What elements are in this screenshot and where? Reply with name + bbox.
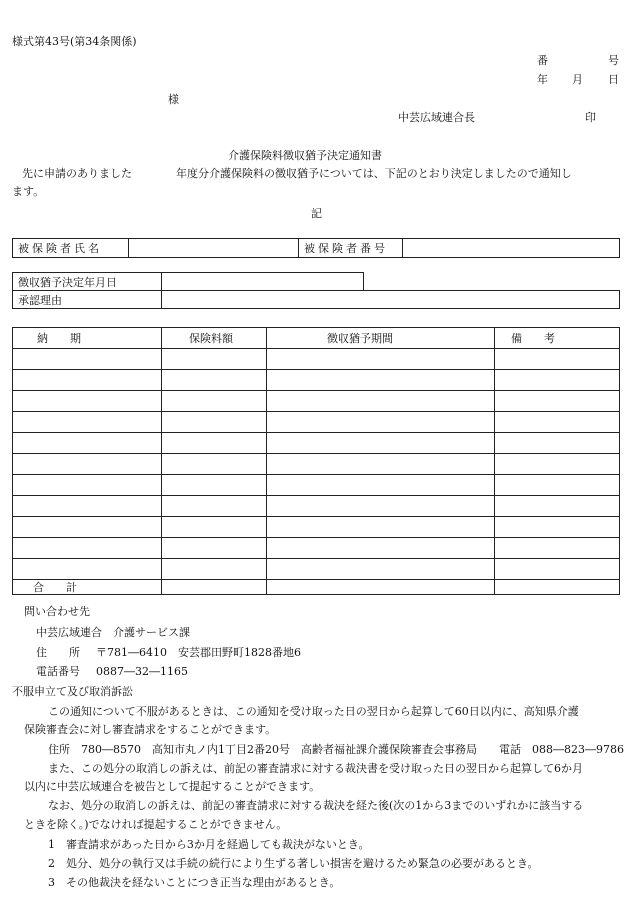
decision-date-label: 徴収猶予決定年月日 — [18, 276, 117, 289]
appeal-p1-line1: この通知について不服があるときは、この通知を受け取った日の翌日から起算して60日以内に、高知県介護 — [48, 705, 579, 718]
approval-reason-field[interactable] — [165, 293, 615, 307]
appeal-heading: 不服申立て及び取消訴訟 — [12, 685, 133, 698]
appeal-p3-line2: 以内に中芸広域連合を被告として提起することができます。 — [24, 780, 321, 793]
appeal-p2: 住所 780―8570 高知市丸ノ内1丁目2番20号 高齢者福祉課介護保険審査会事務局 電話 088―823―9786 — [48, 743, 624, 756]
appeal-p4-line1: なお、処分の取消しの訴えは、前記の審査請求に対する裁決を経た後(次の1から3までのいずれかに該当する — [48, 799, 584, 812]
insured-name-label: 被保険者氏名 — [18, 242, 102, 255]
payment-table — [12, 327, 620, 595]
header-due-date: 納 期 — [37, 332, 81, 345]
insured-number-label: 被保険者番号 — [304, 242, 388, 255]
ki-label: 記 — [311, 207, 322, 220]
table-row[interactable] — [13, 391, 619, 412]
table-row[interactable] — [13, 496, 619, 517]
decision-date-field[interactable] — [165, 275, 360, 289]
year-label: 年 — [537, 73, 548, 86]
seal-mark: 印 — [585, 111, 596, 124]
number-label: 番 — [537, 54, 548, 67]
appeal-p4-line2: ときを除く。)でなければ提起することができません。 — [24, 818, 288, 831]
recipient-suffix: 様 — [168, 93, 179, 106]
contact-address: 〒781―6410 安芸郡田野町1828番地6 — [96, 646, 301, 659]
contact-phone: 0887―32―1165 — [96, 665, 188, 678]
table-row[interactable] — [13, 559, 619, 580]
total-label: 合 計 — [33, 581, 77, 594]
header-premium-amount: 保険料額 — [189, 332, 233, 345]
contact-address-label: 住 所 — [36, 646, 80, 659]
appeal-item-1: 1 審査請求があった日から3か月を経過しても裁決がないとき。 — [48, 838, 370, 851]
table-row[interactable] — [13, 517, 619, 538]
insured-number-field[interactable] — [406, 241, 616, 256]
decision-date-row — [12, 272, 364, 291]
appeal-item-3: 3 その他裁決を経ないことにつき正当な理由があるとき。 — [48, 876, 341, 889]
table-row[interactable] — [13, 475, 619, 496]
table-row[interactable] — [13, 538, 619, 559]
insured-table — [12, 238, 620, 258]
document-title: 介護保険料徴収猶予決定通知書 — [228, 149, 382, 162]
appeal-p1-line2: 保険審査会に対し審査請求をすることができます。 — [24, 723, 277, 736]
approval-reason-row — [12, 290, 620, 309]
form-label: 様式第43号(第34条関係) — [12, 35, 137, 48]
header-remarks: 備 考 — [511, 332, 555, 345]
table-row[interactable] — [13, 433, 619, 454]
contact-phone-label: 電話番号 — [36, 665, 80, 678]
contact-heading: 問い合わせ先 — [24, 605, 90, 618]
appeal-p3-line1: また、この処分の取消しの訴えは、前記の審査請求に対する裁決書を受け取った日の翌日から起算して6か月 — [48, 762, 583, 775]
table-row[interactable] — [13, 349, 619, 370]
number-suffix: 号 — [608, 54, 619, 67]
table-row[interactable] — [13, 370, 619, 391]
insured-name-field[interactable] — [132, 241, 294, 256]
approval-reason-label: 承認理由 — [18, 294, 62, 307]
month-label: 月 — [572, 73, 583, 86]
day-label: 日 — [608, 73, 619, 86]
issuer-name: 中芸広域連合長 — [398, 111, 475, 124]
table-row[interactable] — [13, 454, 619, 475]
contact-org: 中芸広域連合 介護サービス課 — [36, 626, 190, 639]
appeal-item-2: 2 処分、処分の執行又は手続の続行により生ずる著しい損害を避けるため緊急の必要があるとき。 — [48, 857, 539, 870]
intro-text-b: 年度分介護保険料の徴収猶予については、下記のとおり決定しましたので通知し — [176, 167, 572, 180]
header-deferral-period: 徴収猶予期間 — [327, 332, 393, 345]
intro-text-line2: ます。 — [12, 185, 45, 198]
table-row[interactable] — [13, 412, 619, 433]
intro-text-a: 先に申請のありました — [22, 167, 132, 180]
